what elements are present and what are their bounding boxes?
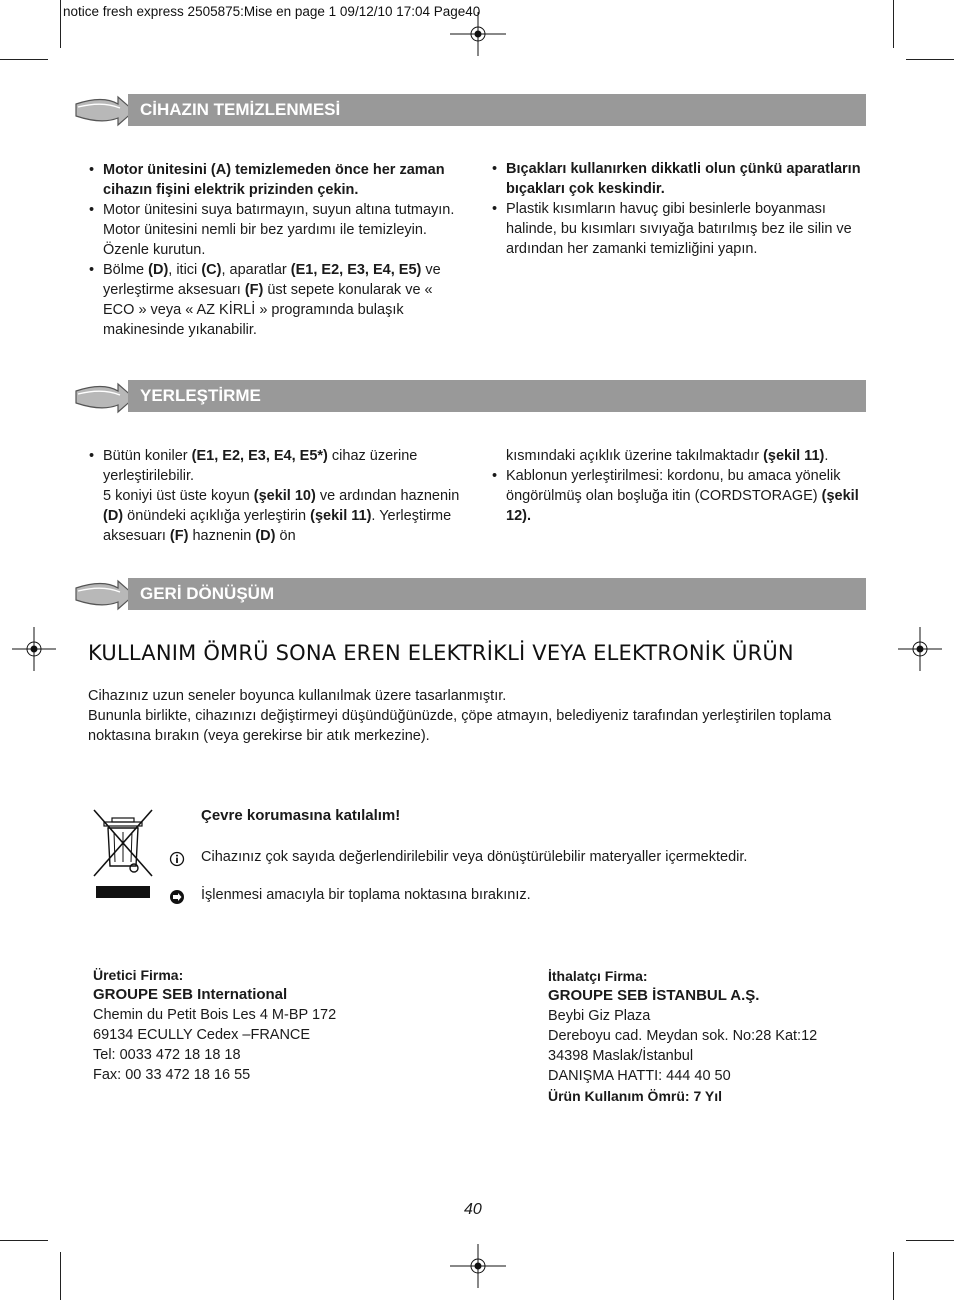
list-item: • Motor ünitesini suya batırmayın, suyun altına tutmayın. Motor ünitesini nemli bir bez yardımı ile temizleyin. Özenle kurutun. bbox=[89, 200, 461, 260]
list-item: • Bölme (D), itici (C), aparatlar (E1, E2, E3, E4, E5) ve yerleştirme aksesuarı (F) üst sepete konularak ve « ECO » veya « AZ KİRLİ » programında bulaşık makinesinde yıkanabilir. bbox=[89, 260, 461, 340]
list-item: • Bıçakları kullanırken dikkatli olun çünkü aparatların bıçakları çok keskindir. bbox=[492, 159, 868, 199]
section-arrow-icon bbox=[74, 381, 136, 417]
section-arrow-icon bbox=[74, 578, 136, 614]
eco-info-text: Cihazınız çok sayıda değerlendirilebilir veya dönüştürülebilir materyaller içermektedir. bbox=[201, 849, 748, 865]
list-item-continued: kısmındaki açıklık üzerine takılmaktadır (şekil 11). bbox=[506, 448, 829, 464]
list-item: • Kablonun yerleştirilmesi: kordonu, bu amaca yönelik öngörülmüş olan boşluğa itin (CORDSTORAGE) (şekil 12). bbox=[492, 466, 872, 526]
registration-mark-top bbox=[450, 12, 506, 56]
registration-mark-right bbox=[898, 627, 942, 671]
eco-title: Çevre korumasına katılalım! bbox=[201, 807, 401, 824]
section-title-recycling: GERİ DÖNÜŞÜM bbox=[128, 578, 866, 610]
cleaning-left-column bbox=[89, 160, 461, 340]
crossed-bin-icon bbox=[90, 808, 156, 902]
page-number: 40 bbox=[464, 1201, 482, 1218]
importer-address: İthalatçı Firma: GROUPE SEB İSTANBUL A.Ş. Beybi Giz Plaza Dereboyu cad. Meydan sok. No:28 Kat:12 34398 Maslak/İstanbul DANIŞMA HATTI: 444 40 50 Ürün Kullanım Ömrü: 7 Yıl bbox=[548, 968, 818, 1104]
eco-action-text: İşlenmesi amacıyla bir toplama noktasına bırakınız. bbox=[201, 887, 531, 903]
list-item: • Bütün koniler (E1, E2, E3, E4, E5*) cihaz üzerine yerleştirilebilir. 5 koniyi üst üste koyun (şekil 10) ve ardından haznenin (D) önündeki açıklığa yerleştirin (şekil 11). Yerleştirme aksesuarı (F) haznenin (D) ön bbox=[89, 446, 473, 546]
info-icon bbox=[169, 851, 185, 867]
cleaning-right-column bbox=[492, 159, 868, 259]
section-title-cleaning: CİHAZIN TEMİZLENMESİ bbox=[128, 94, 866, 126]
storage-right-column bbox=[492, 446, 872, 526]
print-header: notice fresh express 2505875:Mise en page 1 09/12/10 17:04 Page40 bbox=[63, 4, 481, 19]
weee-paragraph: Cihazınız uzun seneler boyunca kullanılmak üzere tasarlanmıştır. Bununla birlikte, cihazınızı değiştirmeyi düşündüğünüzde, çöpe atmayın, belediyeniz tarafından yerleştirilen toplama noktasına bırakın (veya gerekirse bir atık merkezine). bbox=[88, 688, 832, 744]
registration-mark-left bbox=[12, 627, 56, 671]
manufacturer-address: Üretici Firma: GROUPE SEB International Chemin du Petit Bois Les 4 M-BP 172 69134 ECULLY Cedex –FRANCE Tel: 0033 472 18 18 18 Fax: 00 33 472 18 16 55 bbox=[93, 967, 337, 1083]
weee-title: KULLANIM ÖMRÜ SONA EREN ELEKTRİKLİ VEYA ELEKTRONİK ÜRÜN bbox=[88, 641, 794, 665]
list-item: • Plastik kısımların havuç gibi besinlerle boyanması halinde, bu kısımları sıvıyağa batırılmış bez ile silin ve ardından her zamanki temizliğini yapın. bbox=[492, 199, 868, 259]
section-arrow-icon bbox=[74, 94, 136, 130]
list-item: • Motor ünitesini (A) temizlemeden önce her zaman cihazın fişini elektrik prizinden çekin. bbox=[89, 160, 461, 200]
arrow-circle-icon bbox=[169, 889, 185, 905]
section-title-storage: YERLEŞTİRME bbox=[128, 380, 866, 412]
storage-left-column bbox=[89, 446, 473, 546]
registration-mark-bottom bbox=[450, 1244, 506, 1288]
